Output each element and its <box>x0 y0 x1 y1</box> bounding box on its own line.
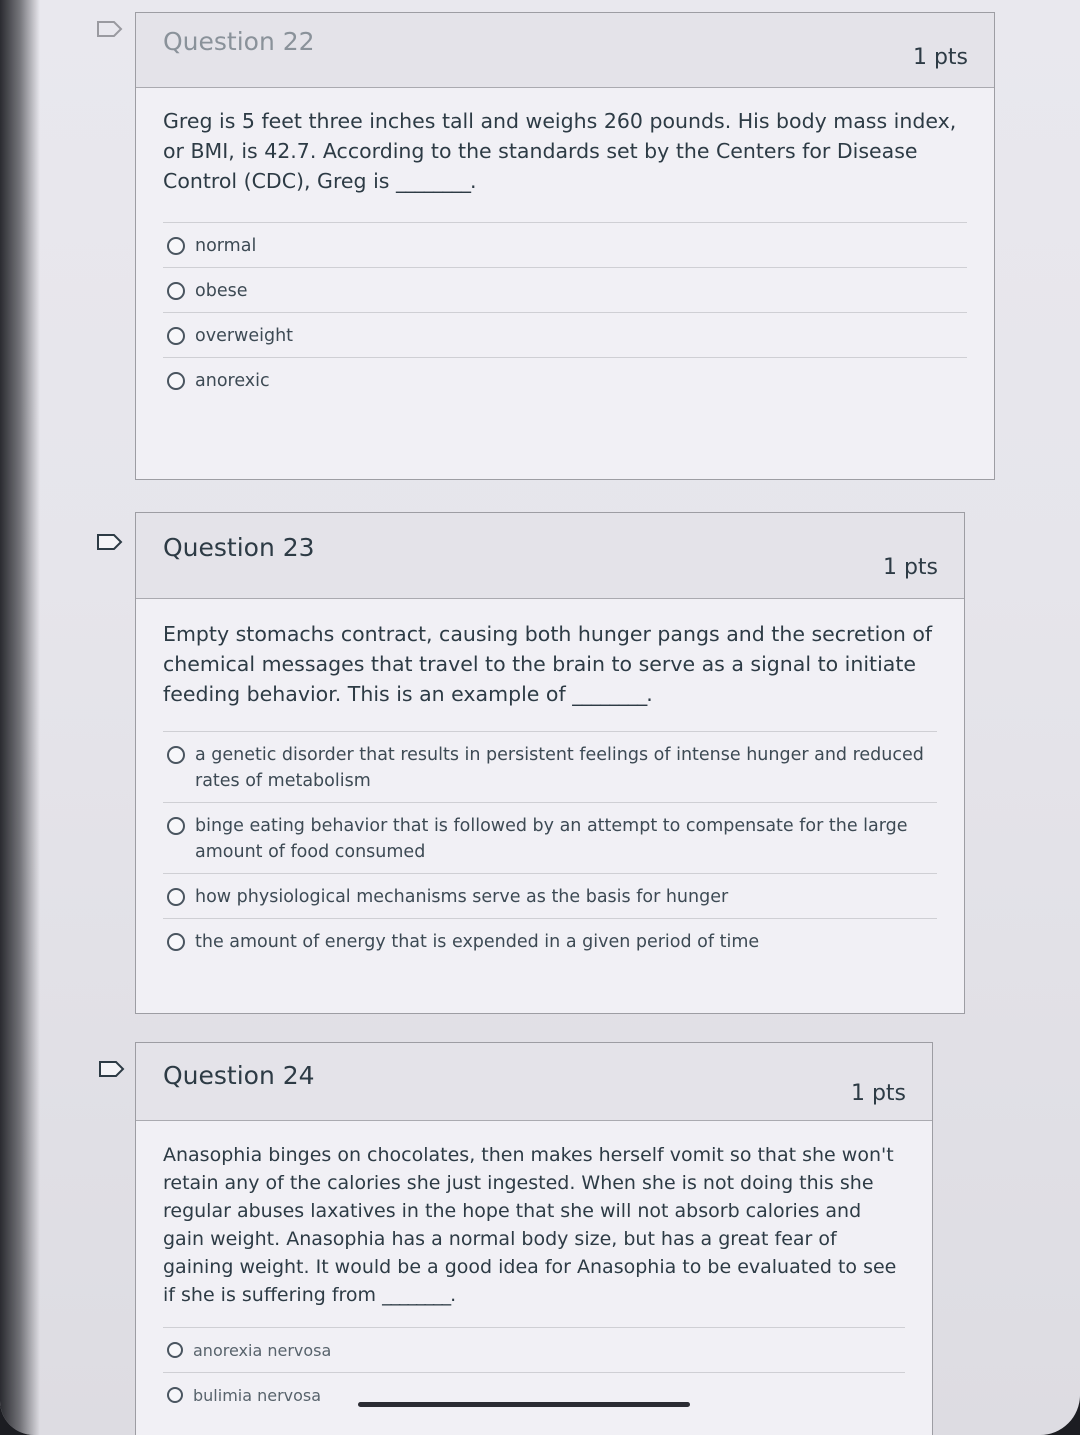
question-header <box>136 1043 932 1121</box>
answer-option[interactable] <box>163 873 937 918</box>
answer-label: anorexic <box>195 371 270 391</box>
radio-button[interactable] <box>167 372 185 390</box>
answer-option[interactable] <box>163 1372 905 1417</box>
answer-option[interactable] <box>163 357 967 402</box>
question-stem: Empty stomachs contract, causing both hunger pangs and the secretion of chemical messages that travel to the brain to serve as a signal to initiate feeding behavior. This is an example of <box>163 622 933 706</box>
answer-option[interactable] <box>163 1327 905 1372</box>
answer-blank: ________. <box>382 1284 456 1306</box>
home-indicator <box>358 1402 690 1407</box>
radio-button[interactable] <box>167 282 185 300</box>
question-stem: Greg is 5 feet three inches tall and weighs 260 pounds. His body mass index, or BMI, is 42.7. According to the standards set by the Centers for Disease Control (CDC), Greg is <box>163 109 957 193</box>
question-points: 1 pts <box>850 1081 906 1106</box>
answer-option[interactable] <box>163 918 937 963</box>
bezel-shadow <box>0 0 40 1435</box>
flag-question-icon[interactable] <box>96 533 124 551</box>
question-title: Question 24 <box>163 1061 315 1090</box>
radio-button[interactable] <box>167 327 185 345</box>
answer-blank: ________. <box>572 682 652 706</box>
radio-button[interactable] <box>167 237 185 255</box>
answer-label: how physiological mechanisms serve as the basis for hunger <box>195 887 729 907</box>
question-header <box>136 13 994 88</box>
question-text <box>163 619 937 709</box>
question-text <box>163 1141 905 1309</box>
radio-button[interactable] <box>167 746 185 764</box>
answer-label: anorexia nervosa <box>193 1341 332 1360</box>
question-points: 1 pts <box>882 555 938 580</box>
answer-list <box>163 731 937 963</box>
question-title: Question 23 <box>163 533 315 562</box>
answer-label: normal <box>195 236 257 256</box>
answer-label: bulimia nervosa <box>193 1386 322 1405</box>
radio-button[interactable] <box>167 817 185 835</box>
question-body <box>136 88 994 402</box>
answer-label: a genetic disorder that results in persistent feelings of intense hunger and reduced rates of metabolism <box>195 745 924 791</box>
question-points: 1 pts <box>912 45 968 70</box>
question-card-22 <box>135 12 995 480</box>
radio-button[interactable] <box>167 1342 183 1358</box>
answer-option[interactable] <box>163 802 937 873</box>
question-card-23 <box>135 512 965 1014</box>
radio-button[interactable] <box>167 933 185 951</box>
answer-blank: ________. <box>395 169 476 193</box>
question-card-24 <box>135 1042 933 1435</box>
answer-label: the amount of energy that is expended in a given period of time <box>195 932 760 952</box>
question-stem: Anasophia binges on chocolates, then makes herself vomit so that she won't retain any of the calories she just ingested. When she is not doing this she regular abuses laxatives in the hope that she will not absorb calories and gain weight. Anasophia has a normal body size, but has a great fear of gaining weight. It would be a good idea for Anasophia to be evaluated to see if she is suffering from <box>163 1144 897 1306</box>
answer-label: binge eating behavior that is followed by an attempt to compensate for the large amount of food consumed <box>195 816 908 862</box>
answer-list <box>163 222 967 402</box>
answer-option[interactable] <box>163 267 967 312</box>
question-title: Question 22 <box>163 27 315 56</box>
answer-option[interactable] <box>163 222 967 267</box>
radio-button[interactable] <box>167 1387 183 1403</box>
question-body <box>136 599 964 963</box>
flag-question-icon[interactable] <box>98 1060 126 1078</box>
flag-question-icon[interactable] <box>96 20 124 38</box>
answer-option[interactable] <box>163 731 937 802</box>
answer-label: obese <box>195 281 248 301</box>
answer-label: overweight <box>195 326 294 346</box>
question-body <box>136 1121 932 1417</box>
question-header <box>136 513 964 599</box>
question-text <box>163 106 967 196</box>
radio-button[interactable] <box>167 888 185 906</box>
answer-option[interactable] <box>163 312 967 357</box>
